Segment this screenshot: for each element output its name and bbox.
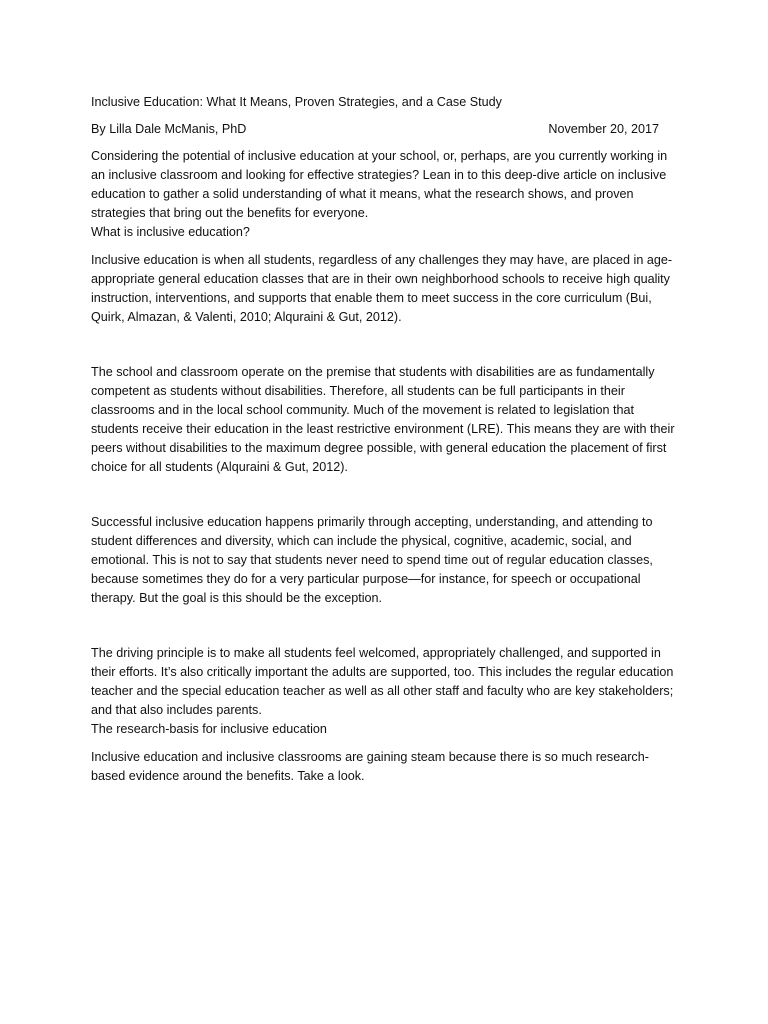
section-heading-research: The research-basis for inclusive education <box>91 722 327 736</box>
paragraph-premise: The school and classroom operate on the premise that students with disabilities are as fundamentally competent as students without disabilities. Therefore, all students can be full participants in their classrooms and in the local school community. Much of the movement is related to legislation that students receive their education in the least restrictive environment (LRE). This means they are with their peers without disabilities to the maximum degree possible, with general education the placement of first choice for all students (Alquraini & Gut, 2012). <box>91 365 675 474</box>
section-heading-what-is: What is inclusive education? <box>91 225 250 239</box>
document-title: Inclusive Education: What It Means, Proven Strategies, and a Case Study <box>91 95 502 109</box>
document-body <box>91 93 679 786</box>
paragraph-research: Inclusive education and inclusive classrooms are gaining steam because there is so much research-based evidence around the benefits. Take a look. <box>91 750 649 783</box>
publish-date: November 20, 2017 <box>548 122 659 136</box>
author: By Lilla Dale McManis, PhD <box>91 122 247 136</box>
intro-paragraph: Considering the potential of inclusive education at your school, or, perhaps, are you currently working in an inclusive classroom and looking for effective strategies? Lean in to this deep-dive article on inclusive education to gather a solid understanding of what it means, what the research shows, and proven strategies that bring out the benefits for everyone. <box>91 149 668 220</box>
byline <box>91 120 659 139</box>
paragraph-principle: The driving principle is to make all students feel welcomed, appropriately challenged, and supported in their efforts. It’s also critically important the adults are supported, too. This includes the regular education teacher and the special education teacher as well as all other staff and faculty who are key stakeholders; and that also includes parents. <box>91 646 674 717</box>
paragraph-definition: Inclusive education is when all students, regardless of any challenges they may have, are placed in age-appropriate general education classes that are in their own neighborhood schools to receive high quality instruction, interventions, and supports that enable them to meet success in the core curriculum (Bui, Quirk, Almazan, & Valenti, 2010; Alquraini & Gut, 2012). <box>91 253 673 324</box>
paragraph-success: Successful inclusive education happens primarily through accepting, understanding, and attending to student differences and diversity, which can include the physical, cognitive, academic, social, and emotional. This is not to say that students never need to spend time out of regular education classes, because sometimes they do for a very particular purpose—for instance, for speech or occupational therapy. But the goal is this should be the exception. <box>91 515 653 605</box>
